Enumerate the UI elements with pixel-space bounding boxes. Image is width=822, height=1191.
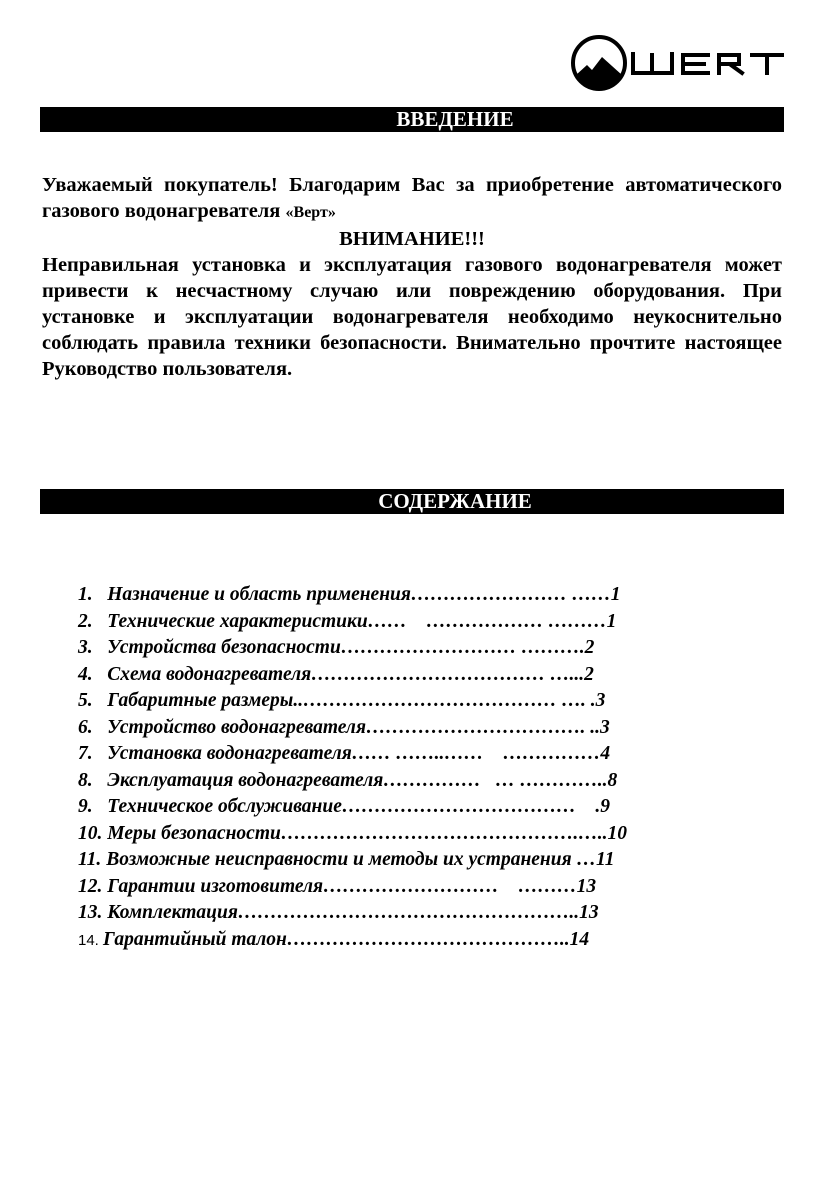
toc-item-text: Установка водонагревателя…… ……..…… ……………4 <box>107 743 611 764</box>
toc-item-text: Габаритные размеры..………………………………… …. .3 <box>107 690 606 711</box>
toc-item-number: 6. <box>78 716 108 738</box>
toc-item <box>78 715 627 742</box>
toc-item-text: Комплектация……………………………………………..13 <box>107 902 599 923</box>
warning-title: ВНИМАНИЕ!!! <box>339 228 485 250</box>
toc-item-text: Назначение и область применения…………………… ……1 <box>107 584 621 605</box>
toc-item-number: 11. <box>78 849 107 870</box>
toc-item-number: 3. <box>78 637 108 658</box>
greeting-text: Уважаемый покупатель! Благодарим Вас за приобретение автоматического газового водонагревателя <box>42 174 782 222</box>
section-title-toc: СОДЕРЖАНИЕ <box>378 489 532 513</box>
section-header-toc <box>40 489 784 514</box>
toc-item-number: 14. <box>78 931 104 949</box>
toc-item-number: 4. <box>78 663 108 685</box>
toc-item <box>78 582 627 609</box>
toc-item-number: 12. <box>78 875 108 897</box>
toc-item-number: 8. <box>78 769 108 791</box>
toc-item-text: Гарантии изготовителя……………………… ………13 <box>107 875 597 897</box>
toc-item-text: Возможные неисправности и методы их устранения …11 <box>106 849 615 870</box>
toc-item <box>78 794 627 821</box>
toc-item-number: 5. <box>78 690 108 711</box>
toc-item <box>78 609 627 636</box>
toc-item <box>78 821 627 848</box>
mountain-circle-icon <box>570 34 785 92</box>
toc-item <box>78 688 627 715</box>
toc-item <box>78 768 627 795</box>
toc-item-number: 2. <box>78 610 108 632</box>
toc-item-text: Технические характеристики…… ……………… ………1 <box>107 610 617 632</box>
toc-item <box>78 847 627 874</box>
toc-item-text: Устройство водонагревателя……………………………. ..3 <box>107 716 610 738</box>
toc-item-text: Устройства безопасности……………………… ……….2 <box>107 637 595 658</box>
toc-item-text: Техническое обслуживание……………………………… .9 <box>107 796 610 817</box>
toc-item-text: Меры безопасности……………………………………….…..10 <box>107 822 627 844</box>
section-title-intro: ВВЕДЕНИЕ <box>396 107 514 131</box>
toc-item-text: Схема водонагревателя……………………………… …...2 <box>107 663 594 685</box>
toc-item-number: 1. <box>78 584 108 605</box>
toc-item <box>78 635 627 662</box>
toc-item-number: 13. <box>78 902 108 923</box>
section-header-intro <box>40 107 784 132</box>
toc-item-number: 10. <box>78 822 108 844</box>
brand-name: «Верт» <box>285 204 336 221</box>
toc-item-text: Эксплуатация водонагревателя…………… … …………..8 <box>107 769 618 791</box>
toc-item <box>78 741 627 768</box>
toc-item <box>78 900 627 927</box>
table-of-contents <box>78 582 627 954</box>
greeting-paragraph <box>42 172 782 226</box>
toc-item-number: 9. <box>78 796 108 817</box>
toc-item <box>78 874 627 901</box>
brand-logo <box>570 34 785 92</box>
toc-item <box>78 927 627 955</box>
toc-item <box>78 662 627 689</box>
toc-item-text: Гарантийный талон……………………………………..14 <box>103 928 590 950</box>
toc-item-number: 7. <box>78 743 108 764</box>
intro-text-block <box>42 172 782 382</box>
warning-paragraph: Неправильная установка и эксплуатация газового водонагревателя может привести к несчастному случаю или повреждению оборудования. При установке и эксплуатации водонагревателя необходимо неукоснительно соблюдать правила техники безопасности. Внимательно прочтите настоящее Руководство пользователя. <box>42 254 782 380</box>
